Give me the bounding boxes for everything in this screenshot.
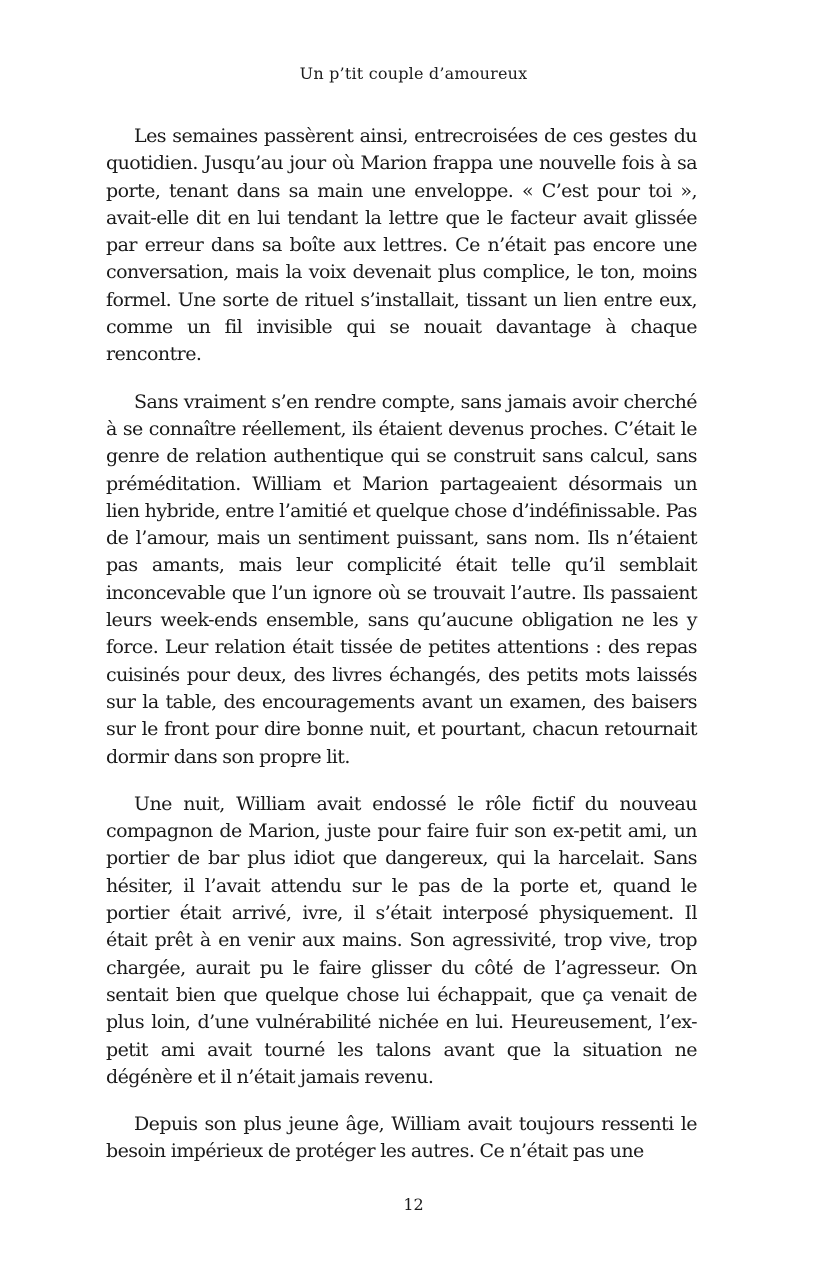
paragraph-1: Les semaines passèrent ainsi, entrecroisées de ces gestes du quotidien. Jusqu’au jour où Marion frappa une nouvelle fois à sa porte, tenant dans sa main une enveloppe. « C’est pour toi », avait-elle dit en lui tendant la lettre que le facteur avait glissée par erreur dans sa boîte aux lettres. Ce n’était pas encore une conversation, mais la voix devenait plus complice, le ton, moins formel. Une sorte de rituel s’installait, tissant un lien entre eux, comme un fil invisible qui se nouait davantage à chaque rencontre. <box>106 125 697 366</box>
paragraph-4: Depuis son plus jeune âge, William avait toujours ressenti le besoin impérieux de protéger les autres. Ce n’était pas une <box>106 1113 697 1163</box>
running-title: Un p’tit couple d’amoureux <box>299 64 528 83</box>
paragraph-2: Sans vraiment s’en rendre compte, sans jamais avoir cherché à se connaître réellement, ils étaient devenus proches. C’était le genre de relation authentique qui se construit sans calcul, sans préméditation. William et Marion partageaient désormais un lien hybride, entre l’amitié et quelque chose d’indéfinissable. Pas de l’amour, mais un sentiment puissant, sans nom. Ils n’étaient pas amants, mais leur complicité était telle qu’il semblait inconcevable que l’un ignore où se trouvait l’autre. Ils passaient leurs week-ends ensemble, sans qu’aucune obligation ne les y force. Leur relation était tissée de petites attentions : des repas cuisinés pour deux, des livres échangés, des petits mots laissés sur la table, des encouragements avant un examen, des baisers sur le front pour dire bonne nuit, et pourtant, chacun retournait dormir dans son propre lit. <box>106 390 697 768</box>
page-number: 12 <box>403 1195 424 1214</box>
paragraph-3: Une nuit, William avait endossé le rôle fictif du nouveau compagnon de Marion, juste pour faire fuir son ex-petit ami, un portier de bar plus idiot que dangereux, qui la harcelait. Sans hésiter, il l’avait attendu sur le pas de la porte et, quand le portier était arrivé, ivre, il s’était interposé physiquement. Il était prêt à en venir aux mains. Son agressivité, trop vive, trop chargée, aurait pu le faire glisser du côté de l’agresseur. On sentait bien que quelque chose lui échappait, que ça venait de plus loin, d’une vulnérabilité nichée en lui. Heureusement, l’ex-petit ami avait tourné les talons avant que la situation ne dégénère et il n’était jamais revenu. <box>106 792 697 1088</box>
body-text <box>106 123 697 1186</box>
